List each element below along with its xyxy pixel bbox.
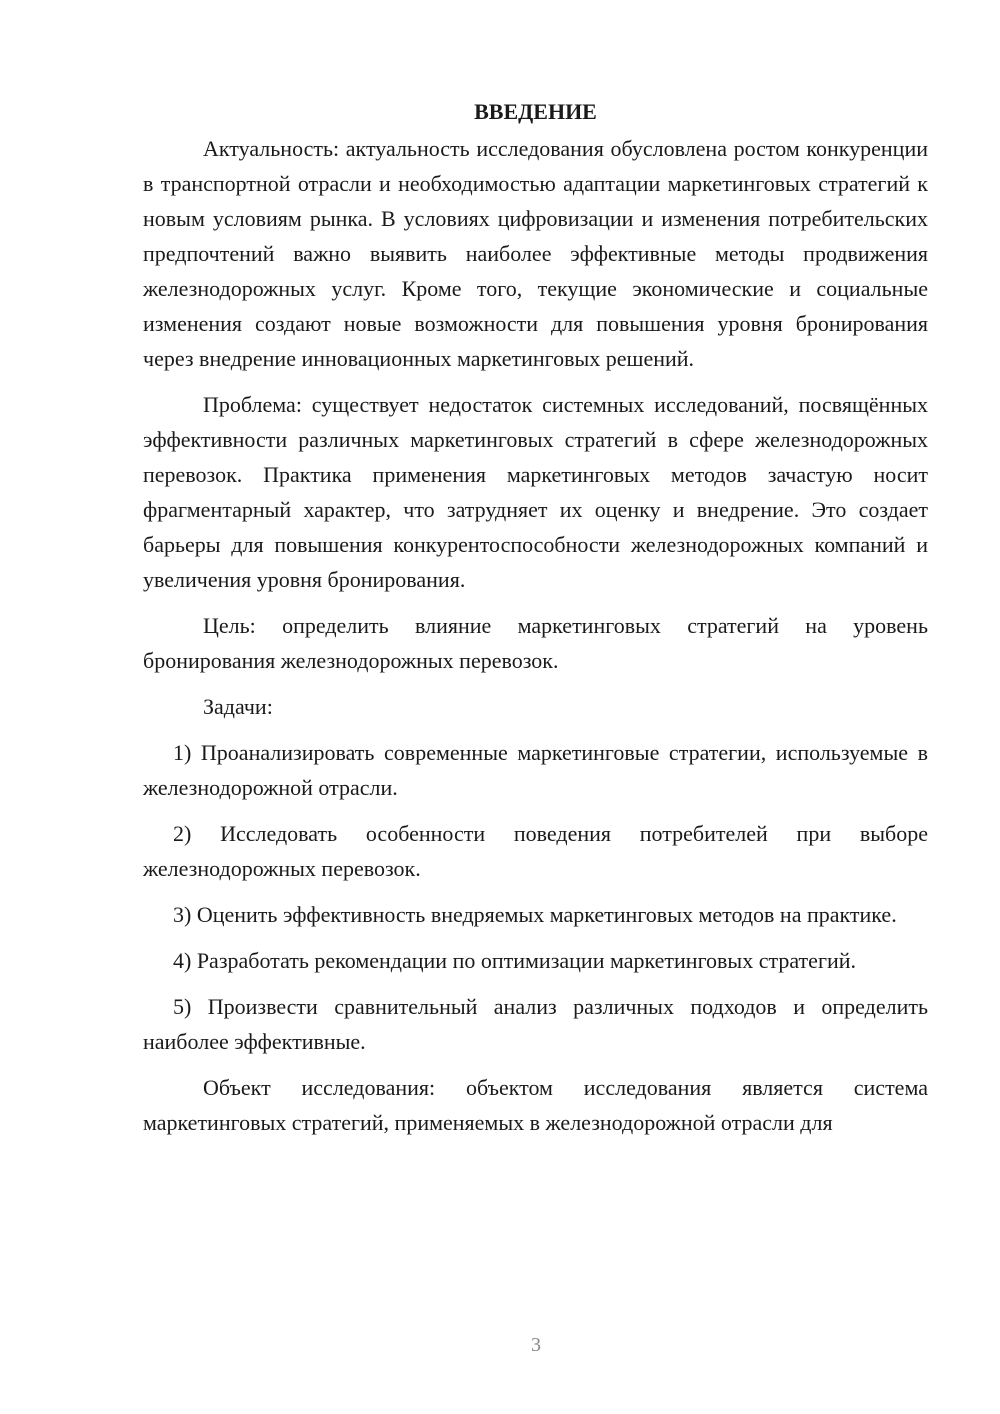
task-item-5: 5) Произвести сравнительный анализ различных подходов и определить наиболее эффективные. — [143, 994, 928, 1054]
section-heading: ВВЕДЕНИЕ — [474, 99, 597, 124]
goal-paragraph: Цель: определить влияние маркетинговых стратегий на уровень бронирования железнодорожных перевозок. — [143, 613, 928, 673]
task-item-3: 3) Оценить эффективность внедряемых маркетинговых методов на практике. — [173, 902, 897, 927]
relevance-paragraph: Актуальность: актуальность исследования обусловлена ростом конкуренции в транспортной отрасли и необходимостью адаптации маркетинговых стратегий к новым условиям рынка. В условиях цифровизации и изменения потребительских предпочтений важно выявить наиболее эффективные методы продвижения железнодорожных услуг. Кроме того, текущие экономические и социальные изменения создают новые возможности для повышения уровня бронирования через внедрение инновационных маркетинговых решений. — [143, 136, 928, 371]
task-item-2: 2) Исследовать особенности поведения потребителей при выборе железнодорожных перевозок. — [143, 821, 928, 881]
object-paragraph: Объект исследования: объектом исследования является система маркетинговых стратегий, применяемых в железнодорожной отрасли для — [143, 1075, 928, 1135]
page-number: 3 — [531, 1334, 541, 1356]
tasks-label: Задачи: — [203, 694, 273, 719]
page-content — [143, 94, 928, 1151]
task-item-4: 4) Разработать рекомендации по оптимизации маркетинговых стратегий. — [173, 948, 857, 973]
task-item-1: 1) Проанализировать современные маркетинговые стратегии, используемые в железнодорожной отрасли. — [143, 740, 928, 800]
problem-paragraph: Проблема: существует недостаток системных исследований, посвящённых эффективности различных маркетинговых стратегий в сфере железнодорожных перевозок. Практика применения маркетинговых методов зачастую носит фрагментарный характер, что затрудняет их оценку и внедрение. Это создает барьеры для повышения конкурентоспособности железнодорожных компаний и увеличения уровня бронирования. — [143, 392, 928, 592]
